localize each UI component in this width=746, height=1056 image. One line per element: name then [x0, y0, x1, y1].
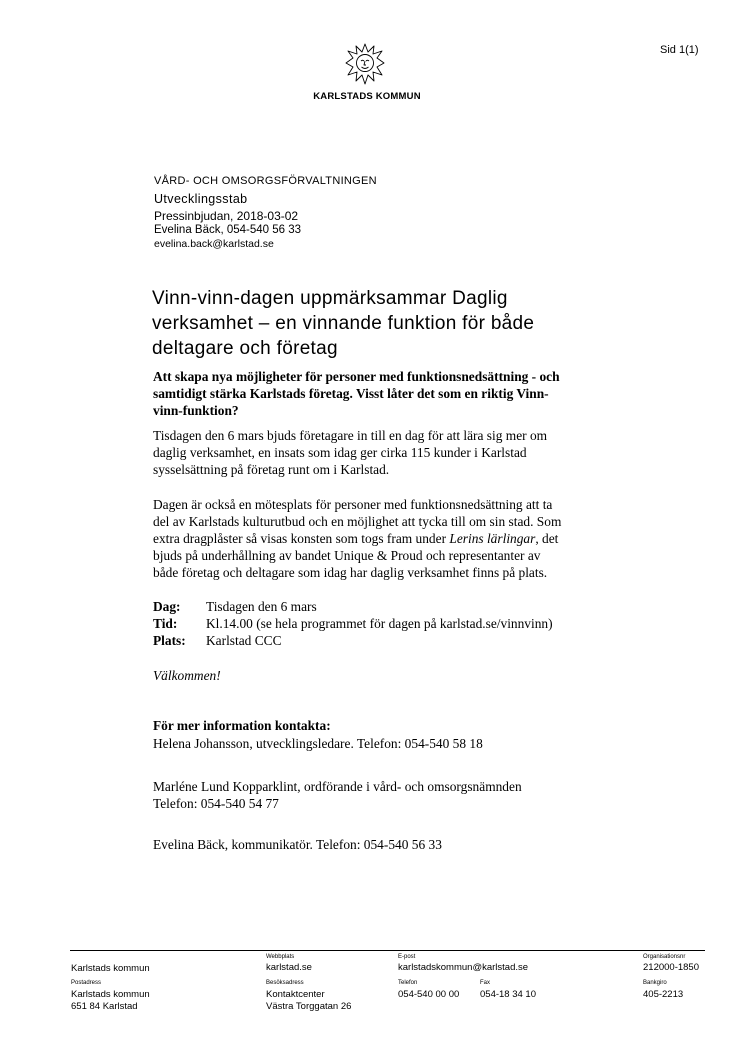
- contact-person-3: Evelina Bäck, kommunikatör. Telefon: 054-540 56 33: [153, 837, 442, 852]
- event-day-row: [153, 598, 317, 615]
- event-day-label: Dag:: [153, 599, 181, 614]
- footer-visit-label: Besöksadress: [266, 980, 304, 986]
- event-day-value: Tisdagen den 6 mars: [206, 599, 317, 614]
- page-title: [152, 286, 622, 361]
- paragraph-line: sysselsättning på företag runt om i Karlstad.: [153, 462, 390, 477]
- footer-web-label: Webbplats: [266, 954, 295, 960]
- footer-postal-label: Postadress: [71, 980, 102, 986]
- contact-person-1: Helena Johansson, utvecklingsledare. Telefon: 054-540 58 18: [153, 736, 483, 751]
- footer-fax-label: Fax: [480, 980, 491, 986]
- page-number: Sid 1(1): [660, 44, 699, 56]
- lead-line: Att skapa nya möjligheter för personer med funktionsnedsättning - och: [153, 369, 560, 384]
- event-place-row: [153, 632, 282, 649]
- unit-name: Utvecklingsstab: [154, 192, 248, 206]
- contact-line: Telefon: 054-540 54 77: [153, 796, 279, 811]
- contact-line: Marléne Lund Kopparklint, ordförande i vård- och omsorgsnämnden: [153, 779, 522, 794]
- footer-email-label: E-post: [398, 954, 416, 960]
- footer-email: karlstadskommun@karlstad.se: [398, 962, 529, 973]
- paragraph-line: del av Karlstads kulturutbud och en möjlighet att tycka till om sin stad. Som: [153, 514, 562, 529]
- logo-wordmark: KARLSTADS KOMMUN: [313, 91, 421, 102]
- artwork-title: Lerins lärlingar: [449, 531, 536, 546]
- footer-bankgiro: 405-2213: [643, 989, 684, 1000]
- footer-org-name: Karlstads kommun: [71, 963, 150, 974]
- footer-phone-label: Telefon: [398, 980, 418, 986]
- paragraph-line: både företag och deltagare som idag har daglig verksamhet finns på plats.: [153, 565, 548, 580]
- sender-contact: Evelina Bäck, 054-540 56 33: [154, 224, 302, 236]
- event-time-label: Tid:: [153, 616, 178, 631]
- footer-divider: [70, 950, 705, 951]
- paragraph-line: [153, 530, 613, 547]
- footer-orgnr-label: Organisationsnr: [643, 954, 686, 960]
- body-paragraph-2: [153, 496, 613, 581]
- footer-visit-line2: Västra Torggatan 26: [266, 1001, 352, 1012]
- contact-heading: För mer information kontakta:: [153, 718, 331, 733]
- event-time-value: Kl.14.00 (se hela programmet för dagen på karlstad.se/vinnvinn): [206, 616, 553, 631]
- sun-logo-icon: [345, 43, 385, 85]
- event-place-value: Karlstad CCC: [206, 633, 282, 648]
- footer-postal-line2: 651 84 Karlstad: [71, 1001, 138, 1012]
- event-place-label: Plats:: [153, 633, 186, 648]
- body-paragraph-1: [153, 427, 613, 478]
- footer-phone: 054-540 00 00: [398, 989, 460, 1000]
- contact-person-2: [153, 778, 522, 812]
- lead-line: samtidigt stärka Karlstads företag. Visst låter det som en riktig Vinn-: [153, 386, 549, 401]
- paragraph-line: daglig verksamhet, en insats som idag ger cirka 115 kunder i Karlstad: [153, 445, 527, 460]
- footer-orgnr: 212000-1850: [643, 962, 699, 973]
- lead-line: vinn-funktion?: [153, 403, 239, 418]
- department-name: VÅRD- OCH OMSORGSFÖRVALTNINGEN: [154, 175, 377, 187]
- footer-postal-line1: Karlstads kommun: [71, 989, 150, 1000]
- paragraph-line: Dagen är också en mötesplats för personer med funktionsnedsättning att ta: [153, 497, 553, 512]
- footer-fax: 054-18 34 10: [480, 989, 536, 1000]
- document-type-date: Pressinbjudan, 2018-03-02: [154, 209, 299, 223]
- paragraph-line: Tisdagen den 6 mars bjuds företagare in till en dag för att lära sig mer om: [153, 428, 548, 443]
- title-line: Vinn-vinn-dagen uppmärksammar Daglig: [152, 288, 508, 309]
- event-time-row: [153, 615, 553, 632]
- sender-email: evelina.back@karlstad.se: [154, 238, 274, 250]
- paragraph-line: bjuds på underhållning av bandet Unique & Proud och representanter av: [153, 548, 541, 563]
- title-line: deltagare och företag: [152, 338, 338, 359]
- title-line: verksamhet – en vinnande funktion för både: [152, 313, 535, 334]
- welcome-text: Välkommen!: [153, 668, 221, 683]
- paragraph-text: , det: [535, 531, 559, 546]
- footer-visit-line1: Kontaktcenter: [266, 989, 325, 1000]
- footer-bankgiro-label: Bankgiro: [643, 980, 667, 986]
- footer-web: karlstad.se: [266, 962, 312, 973]
- paragraph-text: extra dragplåster så visas konsten som togs fram under: [153, 531, 450, 546]
- lead-paragraph: [153, 368, 613, 419]
